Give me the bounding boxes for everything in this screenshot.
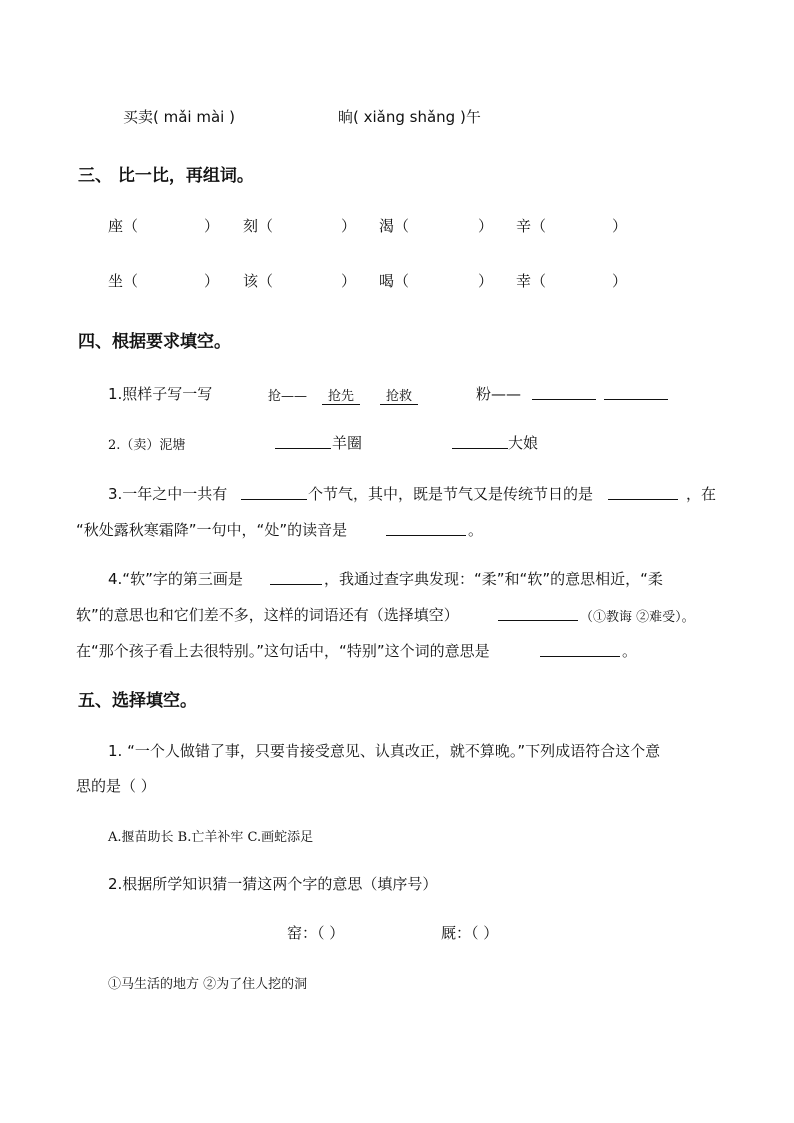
answer-blank[interactable]	[604, 383, 668, 400]
pinyin-item-maimai: 买卖( mǎi mài )	[123, 108, 235, 126]
q4-text-3: 软”的意思也和它们差不多，这样的词语还有（选择填空）	[76, 606, 459, 624]
compare-char: 该（	[243, 272, 274, 290]
paren-close: ）	[204, 217, 220, 235]
q1-example-2: 抢救	[380, 385, 418, 405]
paren-close: ）	[204, 272, 220, 290]
answer-blank[interactable]	[540, 640, 620, 657]
s5-q1-line2: 思的是（ ）	[76, 777, 156, 795]
s5-q2-label: 2.根据所学知识猜一猜这两个字的意思（填序号）	[108, 875, 438, 893]
q4-options: （①教诲 ②难受）。	[580, 610, 695, 625]
q2-word-c: 大娘	[508, 434, 539, 452]
section4-title: 四、根据要求填空。	[78, 332, 231, 352]
q4-text-5: 。	[622, 642, 638, 660]
compare-char: 渴（	[379, 217, 410, 235]
s5-q1-options: A.揠苗助长 B.亡羊补牢 C.画蛇添足	[108, 830, 314, 845]
q1-char-fen: 粉——	[476, 385, 522, 403]
q4-text-4: 在“那个孩子看上去很特别。”这句话中，“特别”这个词的意思是	[76, 642, 490, 660]
q1-example-1: 抢先	[322, 385, 360, 405]
answer-blank[interactable]	[241, 483, 307, 500]
answer-blank[interactable]	[270, 568, 322, 585]
q3-text-4: “秋处露秋寒霜降”一句中，“处”的读音是	[76, 521, 348, 539]
q1-char-qiang: 抢——	[268, 389, 308, 404]
paren-close: ）	[478, 272, 494, 290]
pinyin-item-shangwu: 晌( xiǎng shǎng )午	[338, 108, 481, 126]
answer-blank[interactable]	[532, 383, 596, 400]
compare-char: 幸（	[516, 272, 547, 290]
s5-q2-char-jiu: 厩：（ ）	[441, 924, 499, 942]
compare-char: 喝（	[379, 272, 410, 290]
q2-word-b: 羊圈	[332, 434, 363, 452]
compare-char: 坐（	[108, 272, 139, 290]
q4-text-2: ，我通过查字典发现：“柔”和“软”的意思相近，“柔	[324, 570, 663, 588]
q3-text-1: 3.一年之中一共有	[108, 485, 228, 503]
q2-label: 2.（卖）泥塘	[108, 438, 186, 453]
paren-close: ）	[478, 217, 494, 235]
q3-text-3: ，在	[686, 485, 717, 503]
section5-title: 五、选择填空。	[78, 691, 197, 711]
compare-char: 刻（	[243, 217, 274, 235]
paren-close: ）	[612, 217, 628, 235]
answer-blank[interactable]	[498, 604, 578, 621]
q3-text-5: 。	[468, 521, 484, 539]
compare-char: 座（	[108, 217, 139, 235]
s5-q2-char-yao: 窑：（ ）	[287, 924, 345, 942]
paren-close: ）	[341, 272, 357, 290]
s5-q2-choices: ①马生活的地方 ②为了住人挖的洞	[108, 977, 308, 992]
compare-char: 辛（	[516, 217, 547, 235]
answer-blank[interactable]	[452, 432, 508, 449]
q3-text-2: 个节气，其中，既是节气又是传统节日的是	[308, 485, 594, 503]
answer-blank[interactable]	[608, 483, 678, 500]
paren-close: ）	[341, 217, 357, 235]
answer-blank[interactable]	[275, 432, 331, 449]
answer-blank[interactable]	[386, 519, 466, 536]
section3-title: 三、 比一比，再组词。	[78, 166, 254, 186]
s5-q1-line1: 1. “一个人做错了事，只要肯接受意见、认真改正，就不算晚。”下列成语符合这个意	[108, 742, 661, 760]
paren-close: ）	[612, 272, 628, 290]
q1-label: 1.照样子写一写	[108, 385, 213, 403]
q4-text-1: 4.“软”字的第三画是	[108, 570, 243, 588]
